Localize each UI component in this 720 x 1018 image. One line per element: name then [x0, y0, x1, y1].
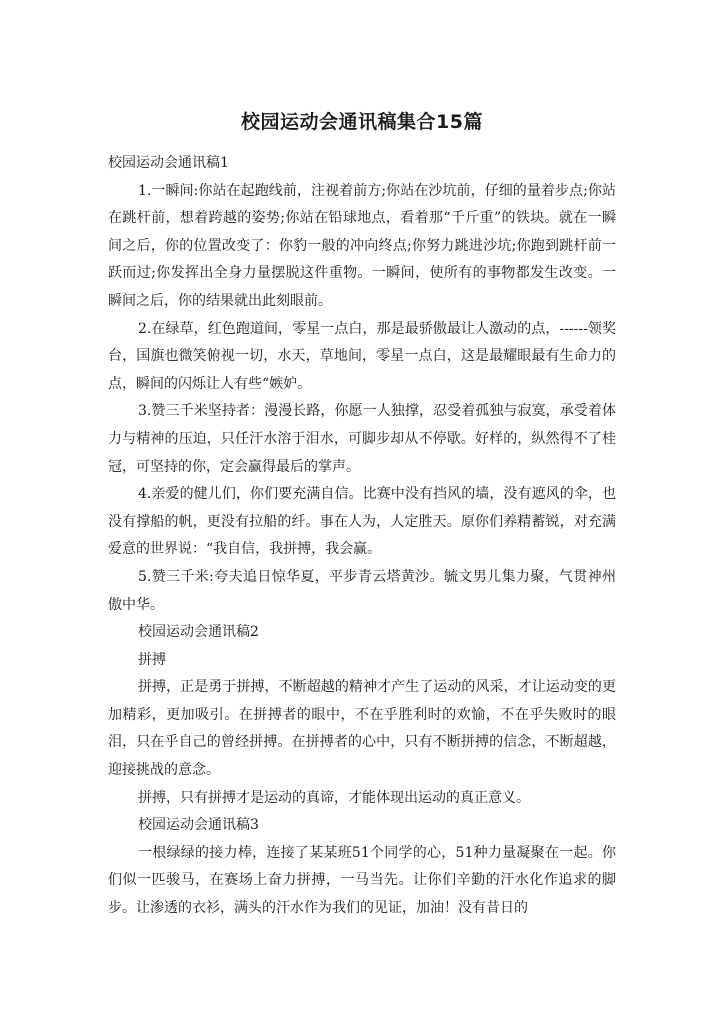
paragraph: 4.亲爱的健儿们，你们要充满自信。比赛中没有挡风的墙，没有遮风的伞，也没有撑船的帆，更没有拉船的纤。事在人为，人定胜天。原你们养精蓄锐，对充满爱意的世界说：“我自信，我拼搏，我会赢。 [108, 486, 616, 558]
section-heading-3: 校园运动会通讯稿3 [138, 817, 259, 834]
document-title: 校园运动会通讯稿集合15篇 [241, 111, 483, 133]
paragraph: 5.赞三千米:夸夫追日惊华夏，平步青云塔黄沙。毓文男儿集力聚，气贯神州傲中华。 [108, 568, 616, 613]
paragraph: 3.赞三千米坚持者：漫漫长路，你愿一人独撑，忍受着孤独与寂寞，承受着体力与精神的压迫，只任汗水溶于泪水，可脚步却从不停歇。好样的，纵然得不了桂冠，可坚持的你，定会赢得最后的掌声。 [108, 403, 616, 475]
section-heading-1: 校园运动会通讯稿1 [108, 155, 229, 171]
section-heading-2: 校园运动会通讯稿2 [138, 624, 259, 641]
subheading: 拼搏 [138, 651, 166, 668]
paragraph: 一根绿绿的接力棒，连接了某某班51个同学的心，51种力量凝聚在一起。你们似一匹骏马，在赛场上奋力拼搏，一马当先。让你们辛勤的汗水化作追求的脚步。让渗透的衣衫，满头的汗水作为我们的见证，加油！没有昔日的 [108, 844, 616, 917]
paragraph: 2.在绿草，红色跑道间，零星一点白，那是最骄傲最让人激动的点，------领奖台，国旗也微笑俯视一切，水天，草地间，零星一点白，这是最耀眼最有生命力的点，瞬间的闪烁让人有些“嫉妒。 [108, 320, 616, 392]
paragraph: 1.一瞬间:你站在起跑线前，注视着前方;你站在沙坑前，仔细的量着步点;你站在跳杆前，想着跨越的姿势;你站在铅球地点，看着那“千斤重”的铁块。就在一瞬间之后，你的位置改变了：你豹一般的冲向终点;你努力跳进沙坑;你跑到跳杆前一跃而过;你发挥出全身力量摆脱这件重物。一瞬间，使所有的事物都发生改变。一瞬间之后，你的结果就出此刻眼前。 [108, 182, 616, 309]
paragraph: 拼搏，只有拼搏才是运动的真谛，才能体现出运动的真正意义。 [138, 789, 530, 806]
paragraph: 拼搏，正是勇于拼搏，不断超越的精神才产生了运动的风采，才让运动变的更加精彩，更加吸引。在拼搏者的眼中，不在乎胜利时的欢愉，不在乎失败时的眼泪，只在乎自己的曾经拼搏。在拼搏者的心中，只有不断拼搏的信念，不断超越，迎接挑战的意念。 [108, 679, 616, 779]
